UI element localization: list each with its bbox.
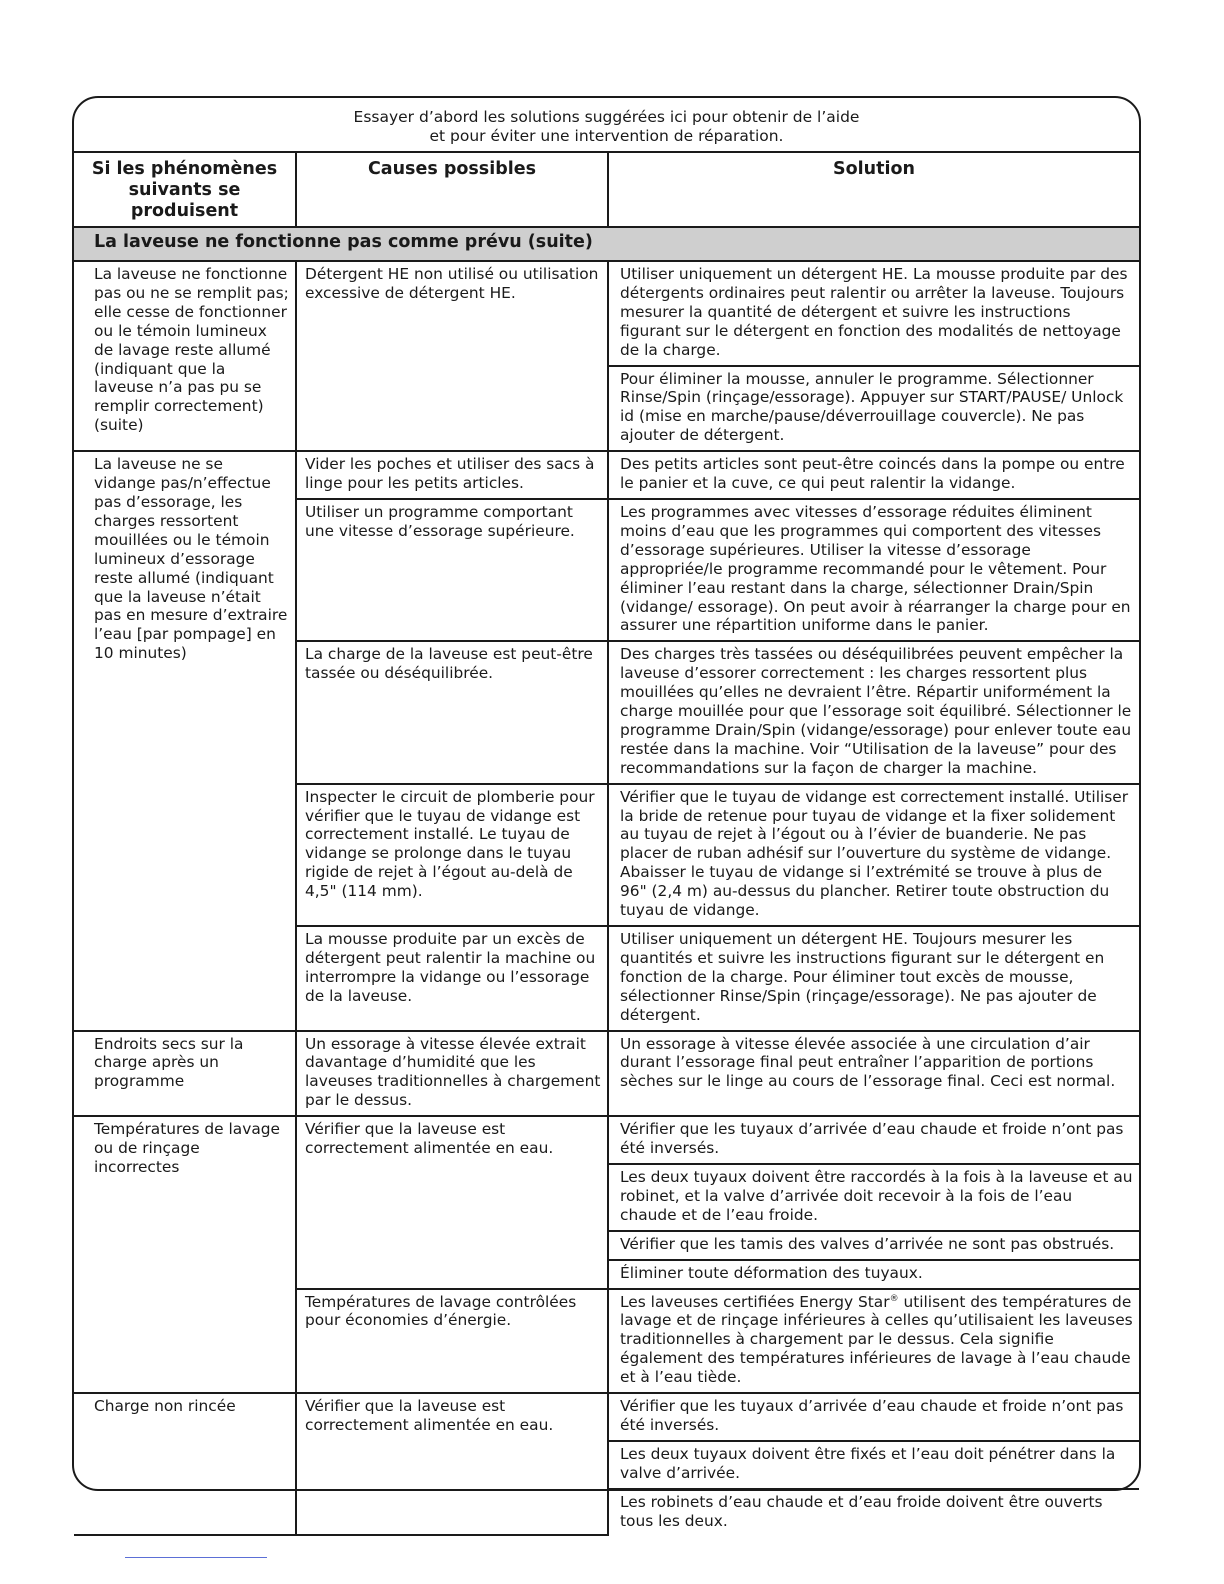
cause-cell: Inspecter le circuit de plomberie pour vérifier que le tuyau de vidange est correctement installé. Le tuyau de vidange se prolonge dans le tuyau rigide de rejet à l’égout au-delà de 4,5" (114 mm). [296,784,608,926]
table-row [74,1031,1139,1117]
cause-cell: Vider les poches et utiliser des sacs à linge pour les petits articles. [296,451,608,499]
cause-cell: Détergent HE non utilisé ou utilisation excessive de détergent HE. [296,261,608,451]
header-cause: Causes possibles [296,153,608,227]
cause-cell: Un essorage à vitesse élevée extrait davantage d’humidité que les laveuses traditionnelles à chargement par le dessus. [296,1031,608,1117]
solution-cell: Les laveuses certifiées Energy Star® utilisent des températures de lavage et de rinçage inférieures à celles qu’utilisaient les laveuses traditionnelles à chargement par le dessus. Cela signifie également des températures inférieures de lavage à l’eau chaude et à l’eau tiède. [608,1289,1139,1394]
solution-cell: Éliminer toute déformation des tuyaux. [608,1260,1139,1289]
intro-line-1: Essayer d’abord les solutions suggérées ici pour obtenir de l’aide [353,108,860,126]
cause-cell: Températures de lavage contrôlées pour économies d’énergie. [296,1289,608,1394]
footer-link-underline [125,1557,267,1558]
problem-cell: La laveuse ne se vidange pas/n’effectue pas d’essorage, les charges ressortent mouillées ou le témoin lumineux d’essorage reste allumé (indiquant que la laveuse n’était pas en mesure d’extraire l’eau [par pompage] en 10 minutes) [74,451,296,1030]
solution-cell: Vérifier que les tamis des valves d’arrivée ne sont pas obstrués. [608,1231,1139,1260]
cause-cell: Utiliser un programme comportant une vitesse d’essorage supérieure. [296,499,608,641]
troubleshooting-table [74,153,1139,1536]
cause-cell: Vérifier que la laveuse est correctement alimentée en eau. [296,1116,608,1288]
cause-cell: Vérifier que la laveuse est correctement alimentée en eau. [296,1393,608,1535]
troubleshooting-table-frame [72,96,1141,1530]
header-solution: Solution [608,153,1139,227]
solution-cell: Utiliser uniquement un détergent HE. Toujours mesurer les quantités et suivre les instructions figurant sur le détergent en fonction de la charge. Pour éliminer tout excès de mousse, sélectionner Rinse/Spin (rinçage/essorage). Ne pas ajouter de détergent. [608,926,1139,1031]
solution-cell: Des petits articles sont peut-être coincés dans la pompe ou entre le panier et la cuve, ce qui peut ralentir la vidange. [608,451,1139,499]
header-problem: Si les phénomènes suivants se produisent [74,153,296,227]
problem-cell: Endroits secs sur la charge après un programme [74,1031,296,1117]
solution-cell: Vérifier que le tuyau de vidange est correctement installé. Utiliser la bride de retenue pour tuyau de vidange et la fixer solidement au tuyau de rejet à l’égout ou à l’évier de buanderie. Ne pas placer de ruban adhésif sur l’ouverture du système de vidange. Abaisser le tuyau de vidange si l’extrémité se trouve à plus de 96" (2,4 m) au-dessus du plancher. Retirer toute obstruction du tuyau de vidange. [608,784,1139,926]
problem-cell: Températures de lavage ou de rinçage incorrectes [74,1116,296,1393]
solution-cell: Vérifier que les tuyaux d’arrivée d’eau chaude et froide n’ont pas été inversés. [608,1393,1139,1441]
cause-cell: La charge de la laveuse est peut-être tassée ou déséquilibrée. [296,641,608,783]
solution-cell: Pour éliminer la mousse, annuler le programme. Sélectionner Rinse/Spin (rinçage/essorage). Appuyer sur START/PAUSE/ Unlock id (mise en marche/pause/déverrouillage couvercle). Ne pas ajouter de détergent. [608,366,1139,452]
solution-cell: Les robinets d’eau chaude et d’eau froide doivent être ouverts tous les deux. [620,1492,1103,1530]
solution-cell: Les deux tuyaux doivent être fixés et l’eau doit pénétrer dans la valve d’arrivée. [608,1441,1139,1489]
table-row [74,1393,1139,1441]
solution-cell: Des charges très tassées ou déséquilibrées peuvent empêcher la laveuse d’essorer correctement : les charges ressortent plus mouillées qu’elles ne devraient l’être. Répartir uniformément la charge mouillée pour que l’essorage soit équilibré. Sélectionner le programme Drain/Spin (vidange/essorage) pour enlever toute eau restée dans la machine. Voir “Utilisation de la laveuse” pour des recommandations sur la façon de charger la machine. [608,641,1139,783]
table-row [74,451,1139,499]
intro-note [74,98,1139,153]
solution-cell: Utiliser uniquement un détergent HE. La mousse produite par des détergents ordinaires peut ralentir ou arrêter la laveuse. Toujours mesurer la quantité de détergent et suivre les instructions figurant sur le détergent en fonction des modalités de nettoyage de la charge. [608,261,1139,366]
intro-line-2: et pour éviter une intervention de réparation. [429,127,784,145]
problem-cell: Charge non rincée [74,1393,296,1535]
cause-cell: La mousse produite par un excès de détergent peut ralentir la machine ou interrompre la vidange ou l’essorage de la laveuse. [296,926,608,1031]
section-title: La laveuse ne fonctionne pas comme prévu (suite) [74,227,1139,261]
problem-cell: La laveuse ne fonctionne pas ou ne se remplit pas; elle cesse de fonctionner ou le témoin lumineux de lavage reste allumé (indiquant que la laveuse n’a pas pu se remplir correctement) (suite) [74,261,296,451]
solution-cell: Les programmes avec vitesses d’essorage réduites éliminent moins d’eau que les programmes qui comportent des vitesses d’essorage supérieures. Utiliser la vitesse d’essorage appropriée/le programme recommandé pour le vêtement. Pour éliminer l’eau restant dans la charge, sélectionner Drain/Spin (vidange/ essorage). On peut avoir à réarranger la charge pour en assurer une répartition uniforme dans le panier. [608,499,1139,641]
table-row [74,261,1139,366]
solution-cell: Les deux tuyaux doivent être raccordés à la fois à la laveuse et au robinet, et la valve d’arrivée doit recevoir à la fois de l’eau chaude et de l’eau froide. [608,1164,1139,1231]
solution-cell: Vérifier que les tuyaux d’arrivée d’eau chaude et froide n’ont pas été inversés. [608,1116,1139,1164]
table-row [74,1116,1139,1164]
solution-cell: Un essorage à vitesse élevée associée à une circulation d’air durant l’essorage final peut entraîner l’apparition de portions sèches sur le linge au cours de l’essorage final. Ceci est normal. [608,1031,1139,1117]
